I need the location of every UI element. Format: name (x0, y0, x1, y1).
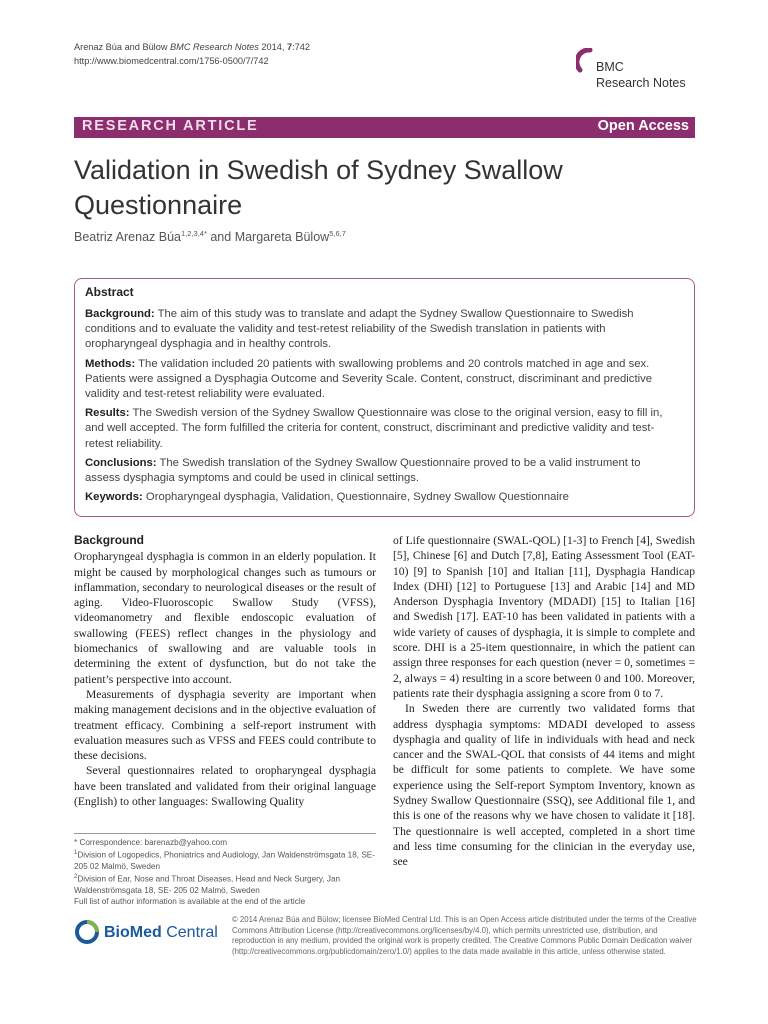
correspondence-note: * Correspondence: barenazb@yahoo.com (74, 838, 228, 847)
affiliation-2 (74, 872, 376, 896)
author-1: Beatriz Arenaz Búa (74, 230, 182, 245)
author-conjunction: and (206, 230, 235, 245)
author-info-note: Full list of author information is available at the end of the article (74, 897, 306, 907)
body-paragraph: Oropharyngeal dysphagia is common in an elderly population. It might be caused by morphological changes such as tumours or inflammation, secondary to neurological diseases or the result of aging. Video-Fluoroscopic Swallow Study (VFSS), videomanometry and flexible endoscopic evaluation of swallowing (FEES) reflect changes in the physiology and biomechanics of swallowing and are valuable tools in determining the extent of dysfunction, but do not take the patient’s perspective into account. (74, 550, 376, 686)
abstract-keywords (85, 490, 677, 505)
citation-journal: BMC Research Notes (170, 42, 259, 52)
article-title-line1: Validation in Swedish of Sydney Swallow (74, 155, 563, 185)
abstract-conclusions-text: The Swedish translation of the Sydney Swallow Questionnaire proved to be a valid instrument to assess dysphagia symptoms and could be used in clinical settings. (85, 456, 641, 485)
body-paragraph: In Sweden there are currently two validated forms that address dysphagia symptoms: MDADI developed to assess dysphagia and quality of life in individuals with head and neck cancer and the SWAL-QOL that consists of 44 items and might be difficult for some patients to complete. We have some experience using the Self-report Symptom Inventory, known as Sydney Swallow Questionnaire (SSQ), see Additional file 1, and this is one of the reasons why we have chosen to validate it [18]. The questionnaire is well accepted, completed in a short time and less time consuming for the clinician in the everyday use, see (393, 702, 695, 869)
open-access-label: Open Access (597, 118, 689, 134)
abstract-results (85, 406, 677, 452)
body-paragraph: Several questionnaires related to oropharyngeal dysphagia have been translated and validated from their original language (English) to other languages: Swallowing Quality (74, 764, 376, 809)
journal-logo (576, 48, 696, 100)
abstract-conclusions-label: Conclusions: (85, 456, 157, 469)
affiliation-2-number: 2 (74, 874, 78, 881)
publisher-name-central: Central (161, 924, 218, 941)
publisher-logo (74, 917, 224, 947)
abstract-conclusions (85, 456, 677, 486)
abstract-heading: Abstract (85, 285, 134, 299)
license-text: © 2014 Arenaz Búa and Bülow; licensee BioMed Central Ltd. This is an Open Access article distributed under the terms of the Creative Commons Attribution License (http://creativecommons.org/licenses/by/4.0), which permits unrestricted use, distribution, and reproduction in any medium, provided the original work is properly credited. The Creative Commons Public Domain Dedication waiver (http://creativecommons.org/publicdomain/zero/1.0/) applies to the data made available in this article, unless otherwise stated. (232, 915, 697, 956)
footnotes (74, 833, 376, 908)
citation-volume: 7 (286, 42, 293, 52)
article-type-label: RESEARCH ARTICLE (82, 118, 259, 134)
abstract-box (74, 278, 695, 517)
article-title (74, 153, 674, 223)
author-2-affiliations: 5,6,7 (329, 229, 346, 238)
biomed-central-logo-icon (74, 919, 100, 945)
article-type-banner (74, 117, 695, 138)
journal-logo-line2: Research Notes (596, 76, 686, 90)
abstract-background-text: The aim of this study was to translate and adapt the Sydney Swallow Questionnaire to Swedish conditions and to evaluate the validity and test-retest reliability of the Swedish translation in patients with oropharyngeal dysphagia and in healthy controls. (85, 308, 634, 351)
abstract-keywords-text: Oropharyngeal dysphagia, Validation, Questionnaire, Sydney Swallow Questionnaire (142, 491, 569, 504)
journal-logo-line1: BMC (596, 60, 624, 74)
section-heading-background: Background (74, 533, 145, 547)
affiliation-1-text: Division of Logopedics, Phoniatrics and Audiology, Jan Waldenströmsgata 18, SE- 205 02 Malmö, Sweden (74, 850, 375, 872)
abstract-background-label: Background: (85, 308, 155, 320)
body-paragraph: of Life questionnaire (SWAL-QOL) [1-3] to French [4], Swedish [5], Chinese [6] and Dutch [7,8], Eating Assessment Tool (EAT-10) [9] to Spanish [10] and Italian [11], Dysphagia Handicap Index (DHI) [12] to Portuguese [13] and Arabic [14] and MD Anderson Dysphagia Inventory (MDADI) [15] to Italian [16] and Swedish [17]. EAT-10 has been validated in patients with a wide variety of causes of dysphagia, it is simple to complete and score. DHI is a 25-item questionnaire, in which the patient can assign three responses for each question (never = 0, sometimes = 2, always = 4) resulting in a score between 0 and 100. Moreover, patients rate their dysphagia assigning a score from 0 to 7. (393, 534, 695, 700)
body-column-right (393, 533, 695, 870)
citation-header (74, 40, 310, 68)
publisher-name (104, 924, 218, 942)
abstract-background (85, 307, 677, 353)
citation-year: 2014, (258, 42, 287, 52)
abstract-methods-text: The validation included 20 patients with swallowing problems and 20 controls matched in age and sex. Patients were assigned a Dysphagia Outcome and Severity Scale. Content, construct, discriminant and predictive validity and test-retest reliability were evaluated. (85, 357, 653, 401)
abstract-body (85, 307, 677, 509)
abstract-results-text: The Swedish version of the Sydney Swallow Questionnaire was close to the original version, easy to fill in, and well accepted. The form fulfilled the criteria for content, construct, discriminant and predictive validity and test-retest reliability. (85, 407, 663, 450)
citation-url[interactable]: http://www.biomedcentral.com/1756-0500/7/742 (74, 56, 269, 66)
abstract-methods-label: Methods: (85, 357, 136, 370)
citation-authors: Arenaz Búa and Bülow (74, 42, 171, 52)
abstract-results-label: Results: (85, 407, 130, 420)
affiliation-2-text: Division of Ear, Nose and Throat Diseases, Head and Neck Surgery, Jan Waldenströmsgata 18, SE- 205 02 Malmö, Sweden (74, 875, 341, 896)
author-2: Margareta Bülow (234, 230, 330, 245)
affiliation-1 (74, 848, 376, 872)
affiliation-1-number: 1 (74, 850, 78, 857)
author-list (74, 229, 346, 244)
abstract-keywords-label: Keywords: (85, 491, 143, 504)
body-column-left (74, 533, 376, 809)
author-1-affiliations: 1,2,3,4* (181, 229, 207, 238)
body-paragraph: Measurements of dysphagia severity are important when making management decisions and in the objective evaluation of treatment efficacy. Combining a self-report instrument with evaluation measures such as VFSS and FEES could contribute to these decisions. (74, 687, 376, 763)
article-title-line2: Questionnaire (74, 190, 243, 220)
citation-article: :742 (292, 42, 310, 52)
publisher-name-bio: BioMed (104, 924, 162, 941)
abstract-methods (85, 357, 677, 403)
citation-line-1 (74, 40, 310, 54)
